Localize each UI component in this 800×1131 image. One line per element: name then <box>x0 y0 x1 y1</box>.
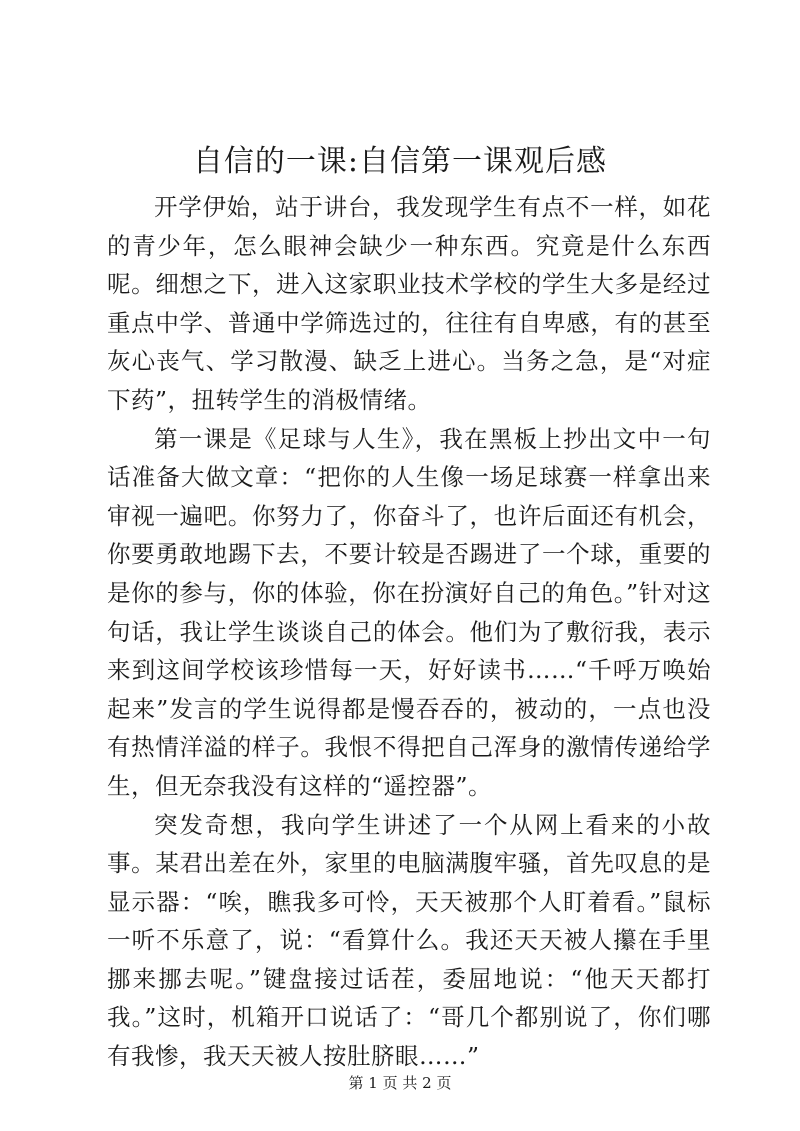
document-title: 自信的一课:自信第一课观后感 <box>192 144 608 179</box>
document-body <box>107 188 711 1076</box>
paragraph: 第一课是《足球与人生》，我在黑板上抄出文中一句话准备大做文章：“把你的人生像一场足球赛一样拿出来审视一遍吧。你努力了，你奋斗了，也许后面还有机会，你要勇敢地踢下去，不要计较是否踢进了一个球，重要的是你的参与，你的体验，你在扮演好自己的角色。”针对这句话，我让学生谈谈自己的体会。他们为了敷衍我，表示来到这间学校该珍惜每一天，好好读书……“千呼万唤始起来”发言的学生说得都是慢吞吞的，被动的，一点也没有热情洋溢的样子。我恨不得把自己浑身的激情传递给学生，但无奈我没有这样的“遥控器”。 <box>107 424 711 800</box>
page-number-footer: 第 1 页 共 2 页 <box>348 1074 452 1092</box>
paragraph: 开学伊始，站于讲台，我发现学生有点不一样，如花的青少年，怎么眼神会缺少一种东西。究竟是什么东西呢。细想之下，进入这家职业技术学校的学生大多是经过重点中学、普通中学筛选过的，往往有自卑感，有的甚至灰心丧气、学习散漫、缺乏上进心。当务之急，是“对症下药”，扭转学生的消极情绪。 <box>107 193 711 414</box>
paragraph: 突发奇想，我向学生讲述了一个从网上看来的小故事。某君出差在外，家里的电脑满腹牢骚，首先叹息的是显示器：“唉，瞧我多可怜，天天被那个人盯着看。”鼠标一听不乐意了，说：“看算什么。我还天天被人攥在手里挪来挪去呢。”键盘接过话茬，委屈地说：“他天天都打我。”这时，机箱开口说话了：“哥几个都别说了，你们哪有我惨，我天天被人按肚脐眼……” <box>107 810 711 1071</box>
